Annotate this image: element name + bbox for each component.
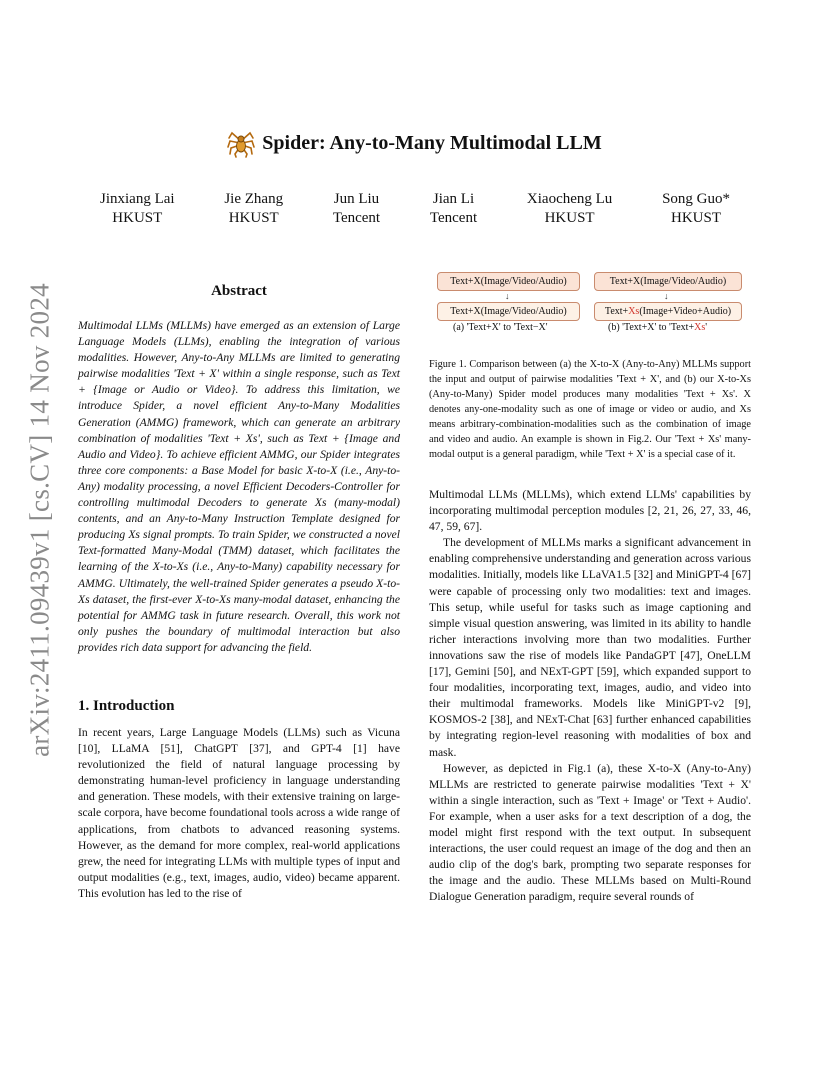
down-arrow-icon: ↓ — [664, 291, 669, 301]
author-list — [100, 190, 730, 228]
author — [662, 190, 730, 228]
figure-subcaption-b-suffix: ' — [705, 322, 708, 333]
figure-box-b-output — [594, 302, 742, 321]
section-heading-introduction: 1. Introduction — [78, 697, 175, 714]
figure-subcaption-b — [608, 322, 707, 333]
figure-box-b-input: Text+X(Image/Video/Audio) — [594, 272, 742, 291]
figure-subcaption-b-prefix: (b) 'Text+X' to 'Text+ — [608, 322, 695, 333]
figure-box-b-xs: Xs — [628, 306, 640, 317]
paper-title-row — [0, 128, 828, 158]
figure-box-a-output: Text+X(Image/Video/Audio) — [437, 302, 580, 321]
body-paragraph: However, as depicted in Fig.1 (a), these X-to-X (Any-to-Any) MLLMs are restricted to generate pairwise modalities 'Text + X' within a single interaction, such as 'Text + Image' or 'Text + Audio'. For example, when a user asks for a text description of a dog, the model might first respond with the text output. In subsequent interactions, the user could request an image of the dog and then an audio clip of the dog's bark, prompting two separate responses for the image and the audio. These MLLMs based on Multi-Round Dialogue Generation paradigm, require several rounds of — [429, 761, 751, 904]
author-affiliation: HKUST — [544, 210, 595, 226]
paper-title: Spider: Any-to-Many Multimodal LLM — [262, 131, 602, 154]
figure-box-b-suffix: (Image+Video+Audio) — [639, 306, 732, 317]
author-affiliation: Tencent — [332, 210, 381, 226]
author — [224, 190, 283, 228]
arxiv-sidebar-stamp — [20, 280, 60, 760]
figure-box-b-prefix: Text+ — [604, 306, 629, 317]
author-name: Jun Liu — [333, 191, 380, 207]
author — [100, 190, 175, 228]
intro-continued — [429, 487, 751, 905]
left-column — [78, 283, 400, 902]
abstract-text: Multimodal LLMs (MLLMs) have emerged as an extension of Large Language Models (LLMs), enabling the integration of various modalities. However, Any-to-Any MLLMs are limited to generating pairwise modalities 'Text + X' within a single response, such as Text + {Image or Audio or Video}. To address this limitation, we introduce Spider, a novel efficient Any-to-Many Modalities Generation (AMMG) framework, which can generate an arbitrary combination of modalities 'Text + Xs', such as Text + {Image and Audio and Video}. To achieve efficient AMMG, our Spider integrates three core components: a Base Model for basic X-to-X (i.e., Any-to-Any) modality processing, a novel Efficient Decoders-Controller for controlling multimodal Decoders to generate Xs (many-modal) contents, and an Any-to-Many Instruction Template designed for producing Xs signal prompts. To train Spider, we constructed a novel Text-formatted Many-Modal (TMM) dataset, which facilitates the learning of the X-to-Xs (i.e., Any-to-Many) capability necessary for AMMG. Ultimately, the well-trained Spider generates a pseudo X-to-Xs dataset, the first-ever X-to-Xs many-modal dataset, enhancing the potential for AMMG task in future research. Overall, this work not only pushes the boundary of multimodal interaction but also provides rich data support for advancing the field. — [78, 319, 400, 654]
author-affiliation: HKUST — [228, 210, 279, 226]
right-column — [429, 265, 751, 905]
figure-box-a-input: Text+X(Image/Video/Audio) — [437, 272, 580, 291]
figure-subcaption-b-xs: Xs — [694, 322, 706, 333]
author-affiliation: HKUST — [671, 210, 722, 226]
body-paragraph: Multimodal LLMs (MLLMs), which extend LLMs' capabilities by incorporating multimodal perception modules [2, 21, 26, 27, 33, 46, 47, 59, 67]. — [429, 488, 751, 534]
author-name: Jie Zhang — [224, 191, 284, 207]
figure-subcaption-a: (a) 'Text+X' to 'Text−X' — [453, 322, 548, 333]
abstract-heading: Abstract — [211, 283, 267, 299]
author — [333, 190, 380, 228]
author-affiliation: HKUST — [112, 210, 163, 226]
body-paragraph: The development of MLLMs marks a significant advancement in enabling comprehensive understanding and generation across various modalities. Initially, models like LLaVA1.5 [32] and MiniGPT-4 [67] were capable of processing only two modalities: text and images. This setup, while useful for tasks such as image captioning and simple visual question answering, was limited in its ability to handle richer interactions involving more than two modalities. Further innovations saw the rise of models like PandaGPT [47], OneLLM [17], Gemini [50], and NExT-GPT [59], which expanded support to four modalities, incorporating text, images, audio, and video into their multimodal frameworks. Models like MiniGPT-v2 [9], KOSMOS-2 [38], and NExT-Chat [63] further enhanced capabilities by integrating region-level reasoning with modalities of box and mask. — [429, 536, 751, 759]
author-name: Jian Li — [432, 191, 475, 207]
author-name: Song Guo* — [662, 191, 730, 207]
author-affiliation: Tencent — [429, 210, 478, 226]
spider-icon — [226, 128, 256, 158]
figure-1-caption: Figure 1. Comparison between (a) the X-to-X (Any-to-Any) MLLMs support the input and output of pairwise modalities 'Text + X', and (b) our X-to-Xs (Any-to-Many) Spider model produces many modalities 'Text + Xs'. X denotes any-one-modality such as one of image or video or audio, and Xs means arbitrary-combination-modalities such as the combination of image and video and audio. An example is shown in Fig.2. Our 'Text + Xs' many-modal output is a general paradigm, while 'Text + X' is a special case of it. — [429, 359, 751, 460]
arxiv-id[interactable]: arXiv:2411.09439v1 [cs.CV] 14 Nov 2024 — [24, 283, 55, 757]
author — [527, 190, 612, 228]
author-name: Jinxiang Lai — [100, 191, 175, 207]
figure-1 — [429, 265, 751, 345]
author — [430, 190, 477, 228]
down-arrow-icon: ↓ — [505, 291, 510, 301]
intro-paragraph: In recent years, Large Language Models (LLMs) such as Vicuna [10], LLaMA [51], ChatGPT [37], and GPT-4 [1] have revolutionized the field of natural language processing by demonstrating human-level proficiency in language understanding and generation. These models, with their extensive training on large-scale corpora, have become foundational tools across a wide range of applications, from chatbots to advanced reasoning systems. However, as the demand for more complex, real-world applications grew, the need for integrating LLMs with multiple types of input and output modalities (e.g., text, images, audio, video) became apparent. This evolution has led to the rise of — [78, 725, 400, 900]
author-name: Xiaocheng Lu — [526, 191, 613, 207]
